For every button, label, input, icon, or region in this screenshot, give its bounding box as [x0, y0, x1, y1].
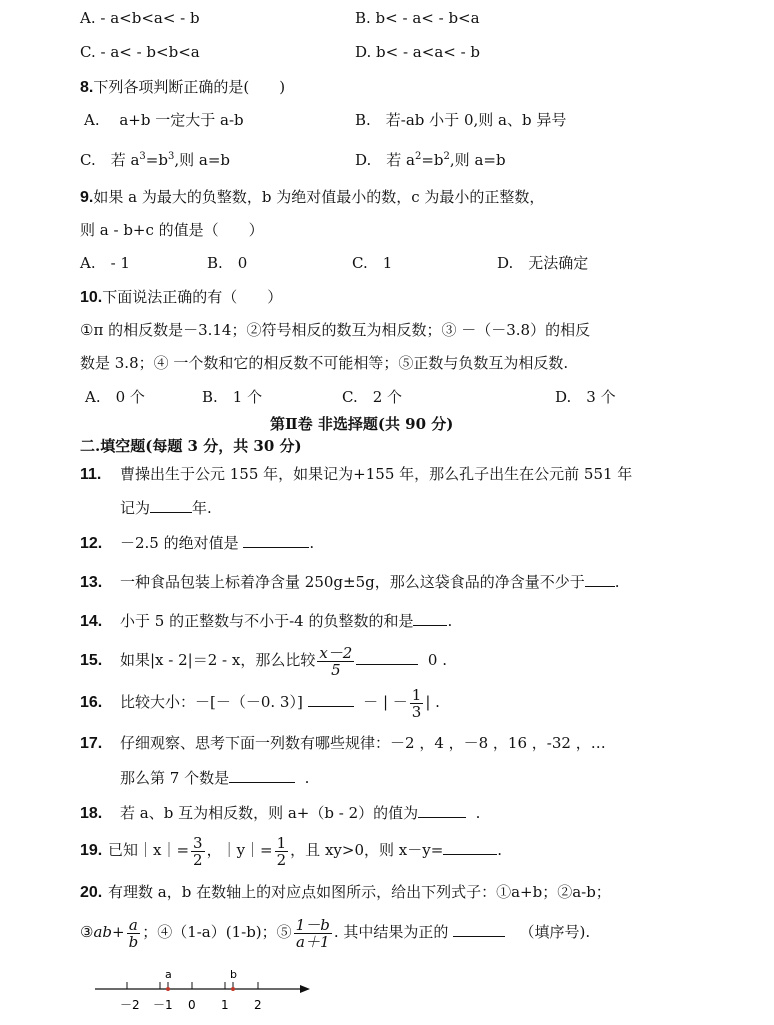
- q15-frac-top: x－2: [319, 643, 353, 662]
- q11-text: 曹操出生于公元 155 年，如果记为+155 年，那么孔子出生在公元前 551 年: [120, 465, 633, 483]
- q15-frac-bot: 5: [331, 660, 341, 679]
- q19-mid: ，｜y｜=: [206, 841, 273, 859]
- answer-blank[interactable]: [150, 496, 192, 513]
- q10-option-a: A. 0 个: [85, 388, 145, 406]
- q7-option-c: C. - a< - b<b<a: [80, 43, 200, 61]
- tick-label: 2: [254, 998, 262, 1012]
- section-title: 第Ⅱ卷 非选择题(共 90 分): [270, 415, 454, 433]
- q13: [80, 570, 620, 593]
- q15-post: 0 .: [427, 651, 447, 669]
- q12: [80, 531, 314, 554]
- q10-statement-line2: 数是 3.8；④ 一个数和它的相反数不可能相等；⑤正数与负数互为相反数.: [80, 354, 569, 372]
- q7-option-b: B. b< - a< - b<a: [355, 9, 480, 27]
- q7-option-a: A. - a<b<a< - b: [80, 9, 200, 27]
- q11-line2: [120, 496, 212, 518]
- tick-label: －2: [120, 998, 140, 1012]
- point-a: [166, 987, 170, 991]
- question-number: 16.: [80, 694, 103, 711]
- q8-c-post: ,则 a=b: [174, 151, 230, 169]
- q12-text: －2.5 的绝对值是: [120, 534, 239, 552]
- answer-blank[interactable]: [585, 570, 615, 587]
- q20-l2-c: . 其中结果为正的: [333, 923, 449, 941]
- q8-c-mid: =b: [145, 151, 168, 169]
- q13-text: 一种食品包装上标着净含量 250g±5g，那么这袋食品的净含量不少于: [120, 573, 585, 591]
- question-number: 15.: [80, 652, 103, 669]
- q15-fraction: [317, 645, 354, 678]
- q16-fraction: [410, 687, 424, 720]
- q16-mid: － | －: [363, 693, 408, 711]
- q20-l2-b: ；④（1-a）(1-b)；⑤: [142, 923, 292, 941]
- q9-stem-line2: 则 a - b+c 的值是（ ）: [80, 221, 264, 239]
- q17-line2-pre: 那么第 7 个数是: [120, 769, 230, 787]
- q19-f1-top: 3: [193, 833, 203, 852]
- q10-option-b: B. 1 个: [202, 388, 263, 406]
- q19-fraction-1: [191, 835, 205, 868]
- q19-pre: 已知｜x｜=: [108, 841, 190, 859]
- tick-label: －1: [153, 998, 173, 1012]
- question-number: 10.: [80, 289, 103, 306]
- q9-option-a: A. - 1: [80, 254, 130, 272]
- q20-plus: +: [112, 923, 125, 941]
- question-number: 9.: [80, 189, 94, 206]
- point-b: [231, 987, 235, 991]
- q17-text: 仔细观察、思考下面一列数有哪些规律：－2 ，4 ，－8 ，16 ，-32 ，…: [120, 734, 606, 752]
- q20-f1-top: a: [127, 917, 141, 934]
- q10-stem-text: 下面说法正确的有（ ）: [102, 288, 283, 306]
- q8-stem: [80, 77, 285, 98]
- tick-label: 0: [188, 998, 196, 1012]
- q19-f1-bot: 2: [193, 850, 203, 869]
- q15-pre: 如果|x - 2|＝2 - x，那么比较: [120, 651, 316, 669]
- question-number: 20.: [80, 884, 103, 901]
- q8-option-b: B. 若-ab 小于 0,则 a、b 异号: [355, 111, 567, 129]
- q20-f2-bot: a＋1: [296, 932, 330, 951]
- q9-option-c: C. 1: [352, 254, 393, 272]
- q20-line2: [80, 910, 590, 954]
- q13-end: .: [614, 573, 620, 591]
- section-part-heading: 二.填空题(每题 3 分，共 30 分): [80, 437, 302, 455]
- question-number: 11.: [80, 466, 102, 483]
- q8-c-sup2: 3: [167, 151, 175, 162]
- q11-line1: [80, 464, 632, 485]
- answer-blank[interactable]: [308, 690, 354, 707]
- q16-pre: 比较大小：－[－（－0. 3）]: [120, 693, 303, 711]
- q8-c-sup1: 3: [139, 151, 146, 162]
- answer-blank[interactable]: [243, 531, 309, 548]
- q16-frac-top: 1: [411, 685, 422, 704]
- answer-blank[interactable]: [356, 648, 418, 665]
- question-number: 12.: [80, 535, 103, 552]
- q20-l2-d: （填序号).: [519, 923, 591, 941]
- q11-line2-pre: 记为: [120, 499, 151, 517]
- answer-blank[interactable]: [413, 609, 447, 626]
- q17-line2: [120, 766, 309, 788]
- q11-line2-post: 年.: [192, 499, 212, 517]
- q8-c-pre: C. 若 a: [80, 151, 140, 169]
- q19-post: ，且 xy>0，则 x－y=: [290, 841, 444, 859]
- q19-f2-bot: 2: [276, 850, 287, 869]
- answer-blank[interactable]: [443, 838, 497, 855]
- q10-option-c: C. 2 个: [342, 388, 403, 406]
- q18-end: .: [475, 804, 481, 822]
- question-number: 14.: [80, 613, 103, 630]
- q15: [80, 640, 447, 681]
- arrow-right-icon: [300, 985, 310, 993]
- q20-line1: [80, 882, 611, 903]
- q8-d-sup1: 2: [414, 151, 422, 162]
- q16-frac-bot: 3: [411, 702, 422, 721]
- q10-stem: [80, 287, 282, 308]
- q20-l2-a: ③: [80, 923, 94, 941]
- point-a-label: a: [165, 968, 172, 981]
- q20-ab: ab: [93, 923, 112, 941]
- q10-option-d: D. 3 个: [555, 388, 616, 406]
- question-number: 17.: [80, 735, 103, 752]
- q20-fraction-1: [127, 917, 141, 950]
- q20-f1-bot: b: [128, 932, 139, 951]
- q9-option-d: D. 无法确定: [497, 254, 589, 272]
- q8-stem-text: 下列各项判断正确的是( ): [93, 78, 286, 96]
- question-number: 19.: [80, 842, 103, 859]
- q14-end: .: [447, 612, 453, 630]
- q9-stem-text: 如果 a 为最大的负整数，b 为绝对值最小的数，c 为最小的正整数，: [93, 188, 545, 206]
- q8-option-c: [80, 147, 230, 170]
- q8-option-d: [355, 147, 506, 170]
- q12-end: .: [309, 534, 315, 552]
- question-number: 18.: [80, 805, 103, 822]
- q20-fraction-2: [294, 917, 332, 950]
- q14-text: 小于 5 的正整数与不小于-4 的负整数的和是: [120, 612, 414, 630]
- q8-option-a: A. a+b 一定大于 a-b: [84, 111, 244, 129]
- q19-f2-top: 1: [276, 833, 287, 852]
- q8-d-post: ,则 a=b: [449, 151, 506, 169]
- answer-blank[interactable]: [229, 766, 295, 783]
- question-number: 8.: [80, 79, 94, 96]
- q8-d-mid: =b: [421, 151, 444, 169]
- answer-blank[interactable]: [453, 920, 505, 937]
- q9-option-b: B. 0: [207, 254, 248, 272]
- tick-label: 1: [221, 998, 229, 1012]
- q20-f2-top: 1－b: [295, 915, 330, 934]
- q10-statement-line1: ①π 的相反数是－3.14；②符号相反的数互为相反数；③ －（－3.8）的相反: [80, 321, 591, 339]
- q17-line1: [80, 733, 606, 754]
- q8-d-sup2: 2: [443, 151, 450, 162]
- q20-text: 有理数 a，b 在数轴上的对应点如图所示，给出下列式子：①a+b；②a-b；: [108, 883, 611, 901]
- q17-line2-post: .: [304, 769, 310, 787]
- q7-option-d: D. b< - a<a< - b: [355, 43, 481, 61]
- q19-end: .: [497, 841, 503, 859]
- q19: [80, 830, 502, 871]
- q19-fraction-2: [275, 835, 289, 868]
- q16-post: | .: [425, 693, 440, 711]
- q18: [80, 801, 480, 824]
- q18-text: 若 a、b 互为相反数，则 a+（b - 2）的值为: [120, 804, 419, 822]
- q8-d-pre: D. 若 a: [355, 151, 415, 169]
- q14: [80, 609, 452, 632]
- answer-blank[interactable]: [418, 801, 466, 818]
- question-number: 13.: [80, 574, 103, 591]
- point-b-label: b: [230, 968, 237, 981]
- q16: [80, 682, 440, 723]
- number-line-figure: [90, 965, 320, 1015]
- q9-stem: [80, 187, 544, 208]
